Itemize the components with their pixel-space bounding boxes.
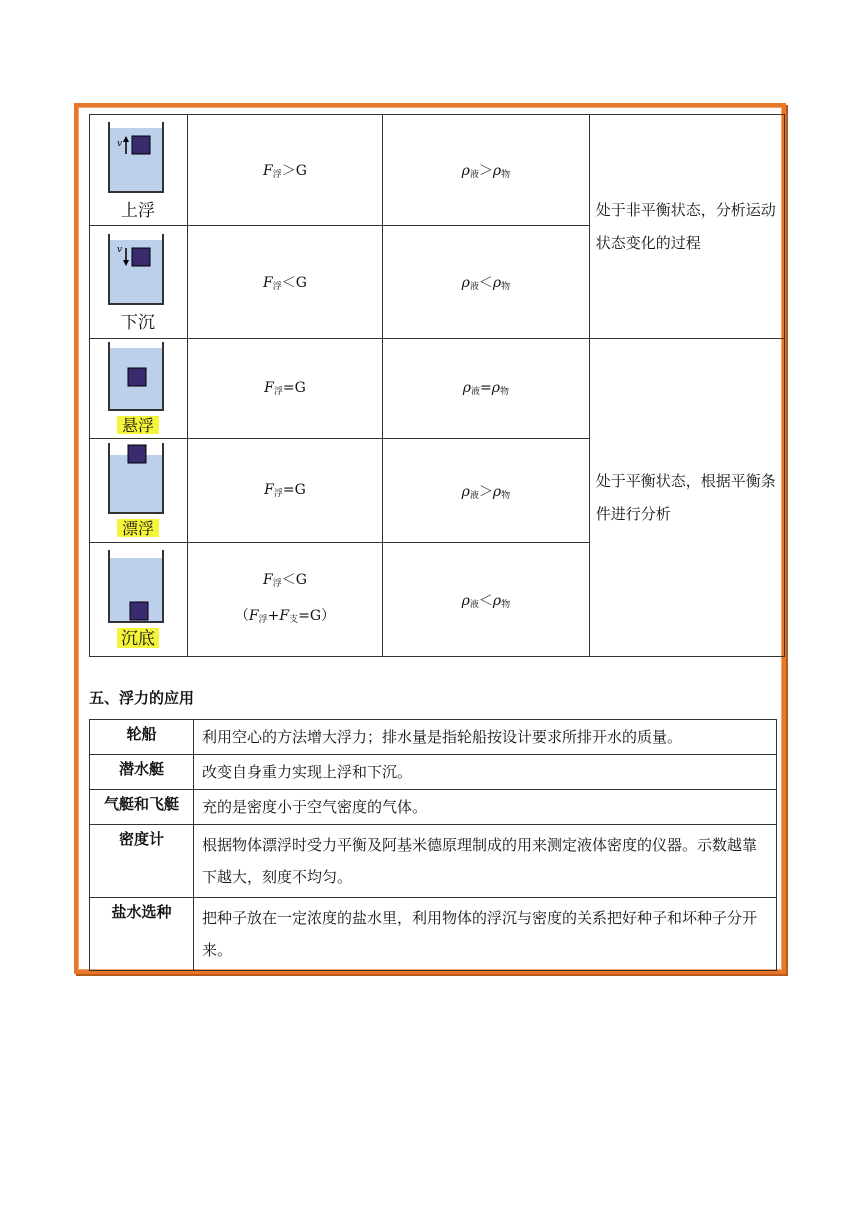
application-description: 充的是密度小于空气密度的气体。 bbox=[194, 790, 777, 825]
application-name: 轮船 bbox=[90, 720, 194, 755]
state-label: 沉底 bbox=[121, 628, 156, 649]
table-row bbox=[90, 115, 785, 226]
density-cell: $\rho_液>\rho_物$ bbox=[383, 115, 590, 226]
section-title: 五、浮力的应用 bbox=[89, 689, 195, 707]
application-name: 潜水艇 bbox=[90, 755, 194, 790]
svg-text:v: v bbox=[117, 245, 123, 255]
state-illustration bbox=[90, 439, 188, 543]
tank-rising-icon bbox=[93, 116, 183, 224]
tank-sinking-icon bbox=[93, 228, 183, 336]
density-cell: $\rho_液>\rho_物$ bbox=[383, 439, 590, 543]
table-row bbox=[90, 755, 777, 790]
buoyancy-states-table bbox=[89, 114, 785, 657]
tank-sunk-icon bbox=[93, 546, 183, 654]
tank-floating-icon bbox=[93, 441, 183, 541]
table-row bbox=[90, 898, 777, 971]
force-cell: $F_浮>G$ bbox=[187, 115, 382, 226]
state-label: 悬浮 bbox=[122, 415, 155, 435]
state-illustration bbox=[90, 226, 188, 339]
state-label: 下沉 bbox=[121, 313, 156, 333]
document-frame bbox=[74, 103, 786, 974]
density-cell: $\rho_液<\rho_物$ bbox=[383, 226, 590, 339]
application-description: 把种子放在一定浓度的盐水里，利用物体的浮沉与密度的关系把好种子和坏种子分开来。 bbox=[194, 898, 777, 971]
tank-suspended-icon bbox=[93, 340, 183, 438]
force-cell: $F_浮=G$ bbox=[187, 439, 382, 543]
application-description: 改变自身重力实现上浮和下沉。 bbox=[194, 755, 777, 790]
state-illustration bbox=[90, 339, 188, 439]
table-row bbox=[90, 720, 777, 755]
group-description: 处于非平衡状态，分析运动状态变化的过程 bbox=[589, 115, 784, 339]
state-illustration bbox=[90, 115, 188, 226]
density-cell: $\rho_液<\rho_物$ bbox=[383, 543, 590, 657]
application-description: 利用空心的方法增大浮力；排水量是指轮船按设计要求所排开水的质量。 bbox=[194, 720, 777, 755]
application-name: 密度计 bbox=[90, 825, 194, 898]
force-cell: $F_浮<G$ bbox=[187, 226, 382, 339]
svg-text:v: v bbox=[117, 139, 123, 149]
application-name: 气艇和飞艇 bbox=[90, 790, 194, 825]
state-label: 漂浮 bbox=[122, 518, 155, 538]
state-illustration bbox=[90, 543, 188, 657]
group-description: 处于平衡状态，根据平衡条件进行分析 bbox=[589, 339, 784, 657]
application-description: 根据物体漂浮时受力平衡及阿基米德原理制成的用来测定液体密度的仪器。示数越靠下越大，刻度不均匀。 bbox=[194, 825, 777, 898]
density-cell: $\rho_液=\rho_物$ bbox=[383, 339, 590, 439]
state-label: 上浮 bbox=[121, 201, 156, 221]
force-balance-formula: $(F_浮+F_支=G)$ bbox=[234, 607, 336, 625]
applications-table bbox=[89, 719, 777, 971]
table-row bbox=[90, 339, 785, 439]
application-name: 盐水选种 bbox=[90, 898, 194, 971]
table-row bbox=[90, 825, 777, 898]
force-cell: $F_浮=G$ bbox=[187, 339, 382, 439]
force-cell: $F_浮<G$ $(F_浮+F_支=G)$ bbox=[187, 543, 382, 657]
table-row bbox=[90, 790, 777, 825]
